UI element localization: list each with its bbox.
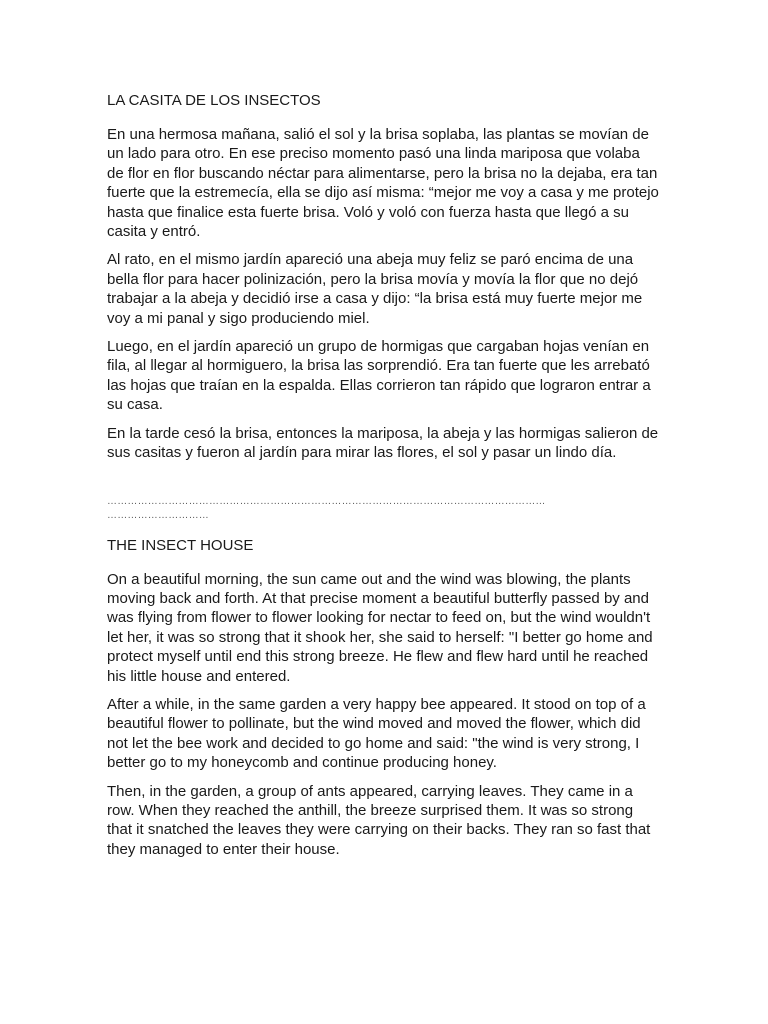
text-line: protect myself until end this strong breeze. He flew and flew hard until he reached <box>107 648 649 666</box>
spanish-paragraph <box>107 337 665 415</box>
text-line: Al rato, en el mismo jardín apareció una abeja muy feliz se paró encima de una <box>107 251 634 269</box>
text-line: let her, it was so strong that it shook her, she said to herself: "I better go home and <box>107 628 653 646</box>
text-line: not let the bee work and decided to go home and said: "the wind is very strong, I <box>107 734 640 752</box>
spanish-story <box>107 90 665 463</box>
divider-line: ………………………………………………………………………………………………………………… <box>107 495 546 507</box>
text-line: they managed to enter their house. <box>107 840 340 858</box>
english-paragraph <box>107 695 665 773</box>
text-line: voy a mi panal y sigo produciendo miel. <box>107 309 370 327</box>
text-line: En la tarde cesó la brisa, entonces la mariposa, la abeja y las hormigas salieron de <box>107 424 659 442</box>
text-line: un lado para otro. En ese preciso momento pasó una linda mariposa que volaba <box>107 145 640 163</box>
text-line: fila, al llegar al hormiguero, la brisa las sorprendió. Era tan fuerte que les arrebató <box>107 357 650 375</box>
document-content <box>107 90 665 868</box>
english-paragraph <box>107 782 665 860</box>
spanish-paragraph <box>107 250 665 328</box>
text-line: Then, in the garden, a group of ants appeared, carrying leaves. They came in a <box>107 782 633 800</box>
english-story <box>107 535 665 860</box>
text-line: trabajar a la abeja y decidió irse a casa y dijo: “la brisa está muy fuerte mejor me <box>107 290 643 308</box>
text-line: bella flor para hacer polinización, pero la brisa movía y movía la flor que no dejó <box>107 270 639 288</box>
text-line: row. When they reached the anthill, the breeze surprised them. It was so strong <box>107 801 634 819</box>
spanish-paragraph <box>107 125 665 241</box>
text-line: hasta que finalice esta fuerte brisa. Voló y voló con fuerza hasta que llegó a su <box>107 203 629 221</box>
text-line: Luego, en el jardín apareció un grupo de hormigas que cargaban hojas venían en <box>107 338 650 356</box>
text-line: las hojas que traían en la espalda. Ellas corrieron tan rápido que lograron entrar a <box>107 376 651 394</box>
text-line: casita y entró. <box>107 223 201 241</box>
text-line: de flor en flor buscando néctar para alimentarse, pero la brisa no la dejaba, era tan <box>107 164 658 182</box>
english-paragraph <box>107 570 665 686</box>
text-line: moving back and forth. At that precise moment a beautiful butterfly passed by and <box>107 589 649 607</box>
text-line: sus casitas y fueron al jardín para mirar las flores, el sol y pasar un lindo día. <box>107 444 617 462</box>
english-story-title: THE INSECT HOUSE <box>107 536 254 554</box>
text-line: En una hermosa mañana, salió el sol y la brisa soplaba, las plantas se movían de <box>107 126 649 143</box>
text-line: fuerte que la estremecía, ella se dijo así misma: “mejor me voy a casa y me protejo <box>107 184 659 202</box>
text-line: was flying from flower to flower looking for nectar to feed on, but the wind wouldn't <box>107 609 651 627</box>
spanish-paragraph <box>107 424 665 463</box>
text-line: After a while, in the same garden a very happy bee appeared. It stood on top of a <box>107 695 646 713</box>
text-line: his little house and entered. <box>107 667 291 685</box>
text-line: that it snatched the leaves they were carrying on their backs. They ran so fast that <box>107 821 651 839</box>
text-line: su casa. <box>107 396 163 414</box>
spanish-story-title: LA CASITA DE LOS INSECTOS <box>107 92 321 109</box>
text-line: better go to my honeycomb and continue producing honey. <box>107 754 497 772</box>
divider-line: ………………………… <box>107 509 209 521</box>
text-line: On a beautiful morning, the sun came out and the wind was blowing, the plants <box>107 570 631 588</box>
dotted-divider <box>107 495 665 523</box>
text-line: beautiful flower to pollinate, but the wind moved and moved the flower, which did <box>107 715 641 733</box>
